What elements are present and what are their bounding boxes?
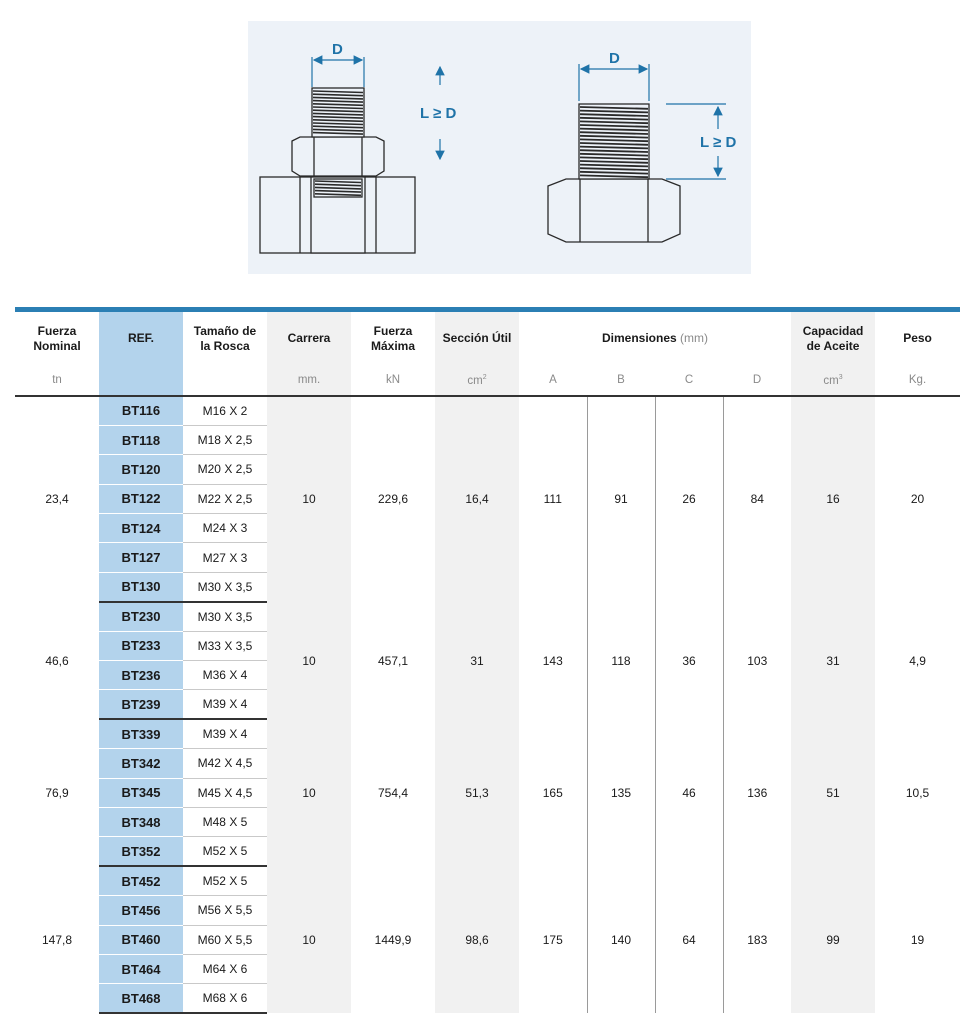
dim-a-cell: 175: [542, 932, 563, 947]
thread-size-cell: M60 X 5,5: [183, 925, 267, 954]
dim-b-cell: 140: [587, 866, 655, 1013]
ref-cell: BT239: [99, 690, 183, 719]
thread-size-cell: M45 X 4,5: [183, 778, 267, 807]
col-ref: REF.: [99, 312, 183, 365]
thread-size-cell: M42 X 4,5: [183, 749, 267, 778]
ref-cell: BT130: [99, 572, 183, 601]
oil-cell: 31: [791, 602, 875, 720]
dim-b-cell: 91: [587, 396, 655, 602]
unit-ref: [99, 365, 183, 396]
nominal-cell: 23,4: [45, 492, 69, 507]
unit-section-base: cm: [467, 374, 483, 387]
max-force-cell: 457,1: [377, 653, 409, 668]
ref-cell: BT468: [99, 984, 183, 1013]
ref-cell: BT127: [99, 543, 183, 572]
unit-c: C: [655, 365, 723, 396]
oil-cell: 99: [791, 866, 875, 1013]
stroke-cell: 10: [267, 866, 351, 1013]
thread-size-cell: M68 X 6: [183, 984, 267, 1013]
dim-d-cell: 136: [723, 719, 791, 866]
col-weight: Peso: [903, 331, 932, 345]
max-force-cell: 1449,9: [374, 932, 412, 947]
stroke-cell: 10: [267, 396, 351, 602]
unit-d: D: [723, 365, 791, 396]
left-length-label: L ≥ D: [420, 105, 457, 122]
dim-d-cell: 84: [723, 396, 791, 602]
col-oil: Capacidad de Aceite: [791, 312, 875, 365]
dim-d-cell: 183: [723, 866, 791, 1013]
ref-cell: BT464: [99, 954, 183, 983]
spec-table: [15, 312, 960, 1014]
col-section: Sección Útil: [435, 312, 519, 365]
unit-oil: [791, 365, 875, 396]
thread-size-cell: M22 X 2,5: [183, 484, 267, 513]
units-row: [15, 365, 960, 396]
right-d-label: D: [609, 50, 620, 67]
dim-c-cell: 36: [655, 602, 723, 720]
thread-size-cell: M18 X 2,5: [183, 425, 267, 454]
weight-cell: 20: [910, 492, 925, 507]
col-thread: Tamaño de la Rosca: [193, 323, 257, 353]
dim-a-cell: 165: [542, 785, 563, 800]
unit-stroke: mm.: [267, 365, 351, 396]
unit-oil-exp: 3: [838, 373, 843, 381]
ref-cell: BT230: [99, 602, 183, 631]
table-row: [15, 396, 960, 425]
oil-cell: 16: [791, 396, 875, 602]
unit-nominal: tn: [15, 365, 99, 396]
stroke-cell: 10: [267, 719, 351, 866]
ref-cell: BT124: [99, 514, 183, 543]
ref-cell: BT339: [99, 719, 183, 748]
thread-size-cell: M30 X 3,5: [183, 572, 267, 601]
unit-thread: [183, 365, 267, 396]
max-force-cell: 754,4: [377, 785, 409, 800]
unit-section-exp: 2: [482, 373, 487, 381]
ref-cell: BT122: [99, 484, 183, 513]
table-row: [15, 866, 960, 895]
unit-oil-base: cm: [823, 374, 839, 387]
left-d-label: D: [332, 41, 343, 58]
section-cell: 31: [435, 602, 519, 720]
ref-cell: BT352: [99, 837, 183, 866]
thread-size-cell: M52 X 5: [183, 866, 267, 895]
ref-cell: BT456: [99, 896, 183, 925]
dim-b-cell: 118: [587, 602, 655, 720]
left-bolt-drawing: [260, 88, 415, 253]
right-length-label: L ≥ D: [700, 134, 737, 151]
dim-b-cell: 135: [587, 719, 655, 866]
dim-a-cell: 111: [543, 492, 562, 507]
col-stroke: Carrera: [267, 312, 351, 365]
weight-cell: 4,9: [909, 653, 926, 668]
dim-c-cell: 46: [655, 719, 723, 866]
ref-cell: BT452: [99, 866, 183, 895]
unit-max-force: kN: [351, 365, 435, 396]
col-max-force: Fuerza Máxima: [370, 323, 416, 353]
weight-cell: 10,5: [905, 785, 930, 800]
ref-cell: BT236: [99, 661, 183, 690]
unit-a: A: [519, 365, 587, 396]
table-row: [15, 719, 960, 748]
ref-cell: BT118: [99, 425, 183, 454]
thread-size-cell: M39 X 4: [183, 690, 267, 719]
unit-b: B: [587, 365, 655, 396]
unit-section: [435, 365, 519, 396]
thread-size-cell: M24 X 3: [183, 514, 267, 543]
col-nominal: Fuerza Nominal: [33, 323, 81, 353]
section-cell: 98,6: [435, 866, 519, 1013]
thread-size-cell: M52 X 5: [183, 837, 267, 866]
dim-d-cell: 103: [723, 602, 791, 720]
col-dimensions: [519, 312, 791, 365]
dim-a-cell: 143: [542, 653, 563, 668]
thread-size-cell: M36 X 4: [183, 661, 267, 690]
section-cell: 51,3: [435, 719, 519, 866]
dim-c-cell: 26: [655, 396, 723, 602]
dimensions-label: Dimensiones: [602, 331, 677, 345]
thread-size-cell: M64 X 6: [183, 954, 267, 983]
thread-diagram: [248, 21, 751, 274]
dimensions-unit: (mm): [680, 331, 709, 345]
thread-size-cell: M20 X 2,5: [183, 455, 267, 484]
table-row: [15, 602, 960, 631]
thread-size-cell: M30 X 3,5: [183, 602, 267, 631]
thread-size-cell: M56 X 5,5: [183, 896, 267, 925]
bolt-drawings: [248, 21, 751, 274]
dim-c-cell: 64: [655, 866, 723, 1013]
nominal-cell: 46,6: [45, 653, 69, 668]
ref-cell: BT233: [99, 631, 183, 660]
unit-weight: Kg.: [875, 365, 960, 396]
nominal-cell: 147,8: [41, 932, 73, 947]
header-row: [15, 312, 960, 365]
thread-size-cell: M48 X 5: [183, 807, 267, 836]
spec-table-body: [15, 396, 960, 1013]
ref-cell: BT342: [99, 749, 183, 778]
thread-size-cell: M16 X 2: [183, 396, 267, 425]
ref-cell: BT348: [99, 807, 183, 836]
ref-cell: BT460: [99, 925, 183, 954]
ref-cell: BT120: [99, 455, 183, 484]
spec-table-wrapper: [15, 307, 960, 1014]
stroke-cell: 10: [267, 602, 351, 720]
max-force-cell: 229,6: [377, 492, 409, 507]
thread-size-cell: M39 X 4: [183, 719, 267, 748]
thread-size-cell: M27 X 3: [183, 543, 267, 572]
section-cell: 16,4: [435, 396, 519, 602]
ref-cell: BT345: [99, 778, 183, 807]
ref-cell: BT116: [99, 396, 183, 425]
nominal-cell: 76,9: [45, 785, 69, 800]
thread-size-cell: M33 X 3,5: [183, 631, 267, 660]
weight-cell: 19: [910, 932, 925, 947]
oil-cell: 51: [791, 719, 875, 866]
